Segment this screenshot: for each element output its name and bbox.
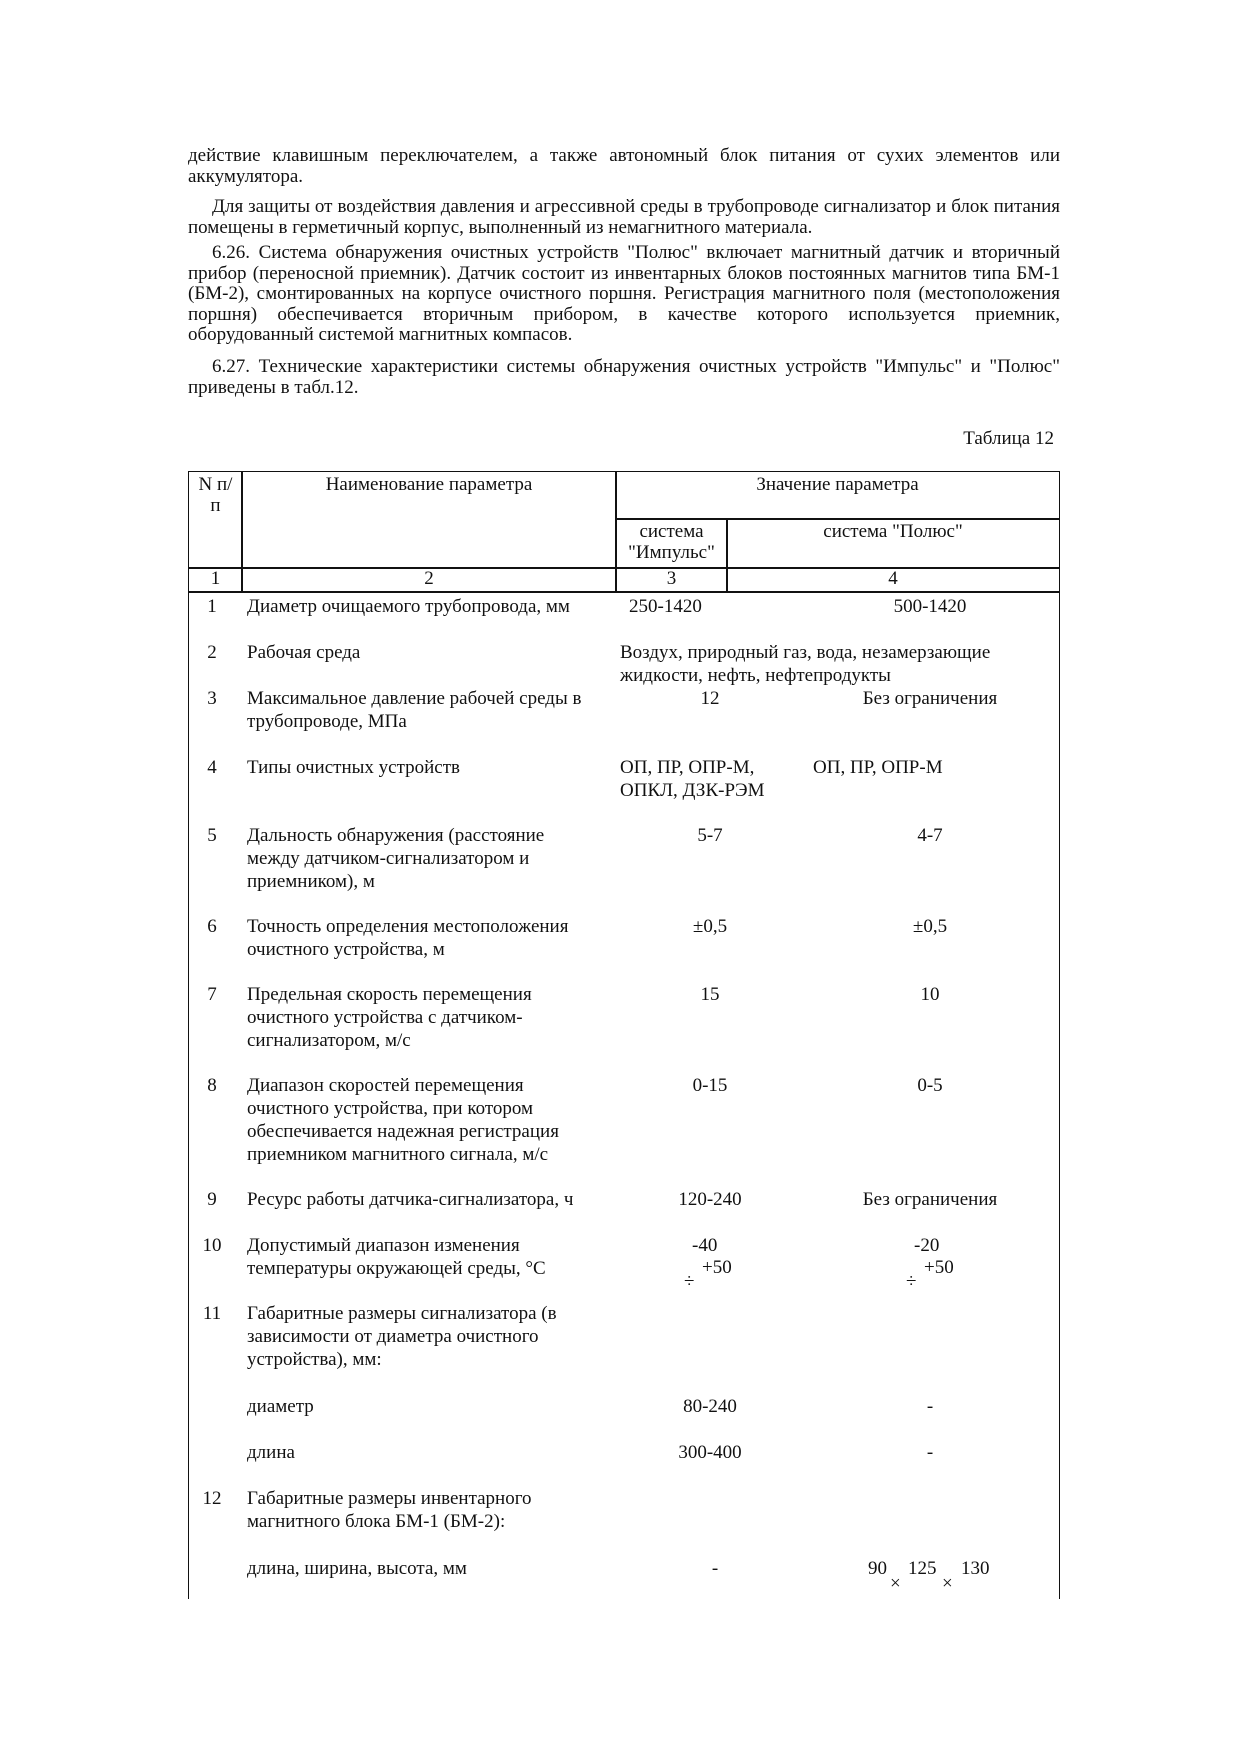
value-polus: Без ограничения xyxy=(862,688,998,709)
param-name: Предельная скорость перемещения очистного устройства с датчиком-сигнализатором, м/с xyxy=(247,984,532,1051)
paragraph-protection: Для защиты от воздействия давления и агрессивной среды в трубопроводе сигнализатор и блок питания помещены в герметичный корпус, выполненный из немагнитного материала. xyxy=(188,196,1060,238)
row-number: 7 xyxy=(207,984,217,1005)
header-name: Наименование параметра xyxy=(241,471,617,569)
header-num xyxy=(188,471,243,569)
value-impuls: 120-240 xyxy=(678,1189,742,1210)
header-impuls: система "Импульс" xyxy=(615,518,728,569)
param-name: Габаритные размеры инвентарного магнитного блока БМ-1 (БМ-2): xyxy=(247,1488,532,1532)
value-impuls: 0-15 xyxy=(692,1075,728,1096)
value-impuls: 250-1420 xyxy=(629,596,702,617)
row-number: 9 xyxy=(207,1189,217,1210)
row-number: 8 xyxy=(207,1075,217,1096)
row-number: 2 xyxy=(207,642,217,663)
division-range-icon: ÷ xyxy=(906,1271,917,1292)
param-name: Допустимый диапазон изменения температуры окружающей среды, °C xyxy=(247,1235,546,1279)
value-both-systems: Воздух, природный газ, вода, незамерзающие жидкости, нефть, нефтепродукты xyxy=(620,642,991,686)
dimension-length: 90 xyxy=(868,1558,887,1579)
value-polus: Без ограничения xyxy=(862,1189,998,1210)
param-name: Ресурс работы датчика-сигнализатора, ч xyxy=(247,1189,574,1210)
dimension-height: 130 xyxy=(961,1558,990,1579)
col-number-2: 2 xyxy=(241,567,617,593)
header-polus: система "Полюс" xyxy=(726,518,1060,569)
value-polus: 500-1420 xyxy=(893,596,967,617)
row-number: 5 xyxy=(207,825,217,846)
range-to: +50 xyxy=(702,1257,732,1278)
value-impuls: 15 xyxy=(700,984,720,1005)
range-from: -40 xyxy=(692,1235,718,1256)
param-name: Габаритные размеры сигнализатора (в зависимости от диаметра очистного устройства), мм: xyxy=(247,1303,557,1370)
row-number: 11 xyxy=(202,1303,222,1324)
param-name: Точность определения местоположения очистного устройства, м xyxy=(247,916,569,960)
division-range-icon: ÷ xyxy=(684,1271,695,1292)
param-name: длина xyxy=(247,1442,295,1463)
value-impuls: 80-240 xyxy=(683,1396,737,1417)
value-polus: 10 xyxy=(920,984,940,1005)
param-name: Дальность обнаружения (расстояние между датчиком-сигнализатором и приемником), м xyxy=(247,825,545,892)
value-polus: 0-5 xyxy=(917,1075,943,1096)
paragraph-6-26: 6.26. Система обнаружения очистных устройств "Полюс" включает магнитный датчик и вторичный прибор (переносной приемник). Датчик состоит из инвентарных блоков постоянных магнитов типа БМ-1 (БМ-2), смонтированных на корпусе очистного поршня. Регистрация магнитного поля (местоположения поршня) обеспечивается вторичным прибором, в качестве которого используется приемник, оборудованный системой магнитных компасов. xyxy=(188,242,1060,346)
row-number: 12 xyxy=(202,1488,222,1509)
paragraph-6-27: 6.27. Технические характеристики системы обнаружения очистных устройств "Импульс" и "Полюс" приведены в табл.12. xyxy=(188,356,1060,398)
value-polus: ±0,5 xyxy=(912,916,948,937)
paragraph-continuation: действие клавишным переключателем, а также автономный блок питания от сухих элементов или аккумулятора. xyxy=(188,145,1060,187)
value-impuls: ОП, ПР, ОПР-М, ОПКЛ, ДЗК-РЭМ xyxy=(620,757,765,801)
value-polus: 4-7 xyxy=(917,825,943,846)
row-number: 3 xyxy=(207,688,217,709)
range-from: -20 xyxy=(914,1235,940,1256)
value-impuls: 12 xyxy=(700,688,720,709)
value-polus: ОП, ПР, ОПР-М xyxy=(813,757,943,778)
times-icon: × xyxy=(890,1573,901,1594)
row-number: 6 xyxy=(207,916,217,937)
times-icon: × xyxy=(942,1573,953,1594)
row-number: 4 xyxy=(207,757,217,778)
header-num-label: N п/п xyxy=(198,474,233,516)
param-name: диаметр xyxy=(247,1396,314,1417)
value-impuls: 5-7 xyxy=(697,825,723,846)
row-number: 10 xyxy=(202,1235,222,1256)
value-impuls: - xyxy=(711,1558,719,1579)
param-name: Диаметр очищаемого трубопровода, мм xyxy=(247,596,570,617)
param-name: Рабочая среда xyxy=(247,642,361,663)
col-number-4: 4 xyxy=(726,567,1060,593)
col-number-3: 3 xyxy=(615,567,728,593)
value-polus: - xyxy=(926,1442,934,1463)
value-impuls: 300-400 xyxy=(678,1442,742,1463)
dimension-width: 125 xyxy=(908,1558,937,1579)
table-caption: Таблица 12 xyxy=(963,428,1054,449)
value-polus: - xyxy=(926,1396,934,1417)
range-to: +50 xyxy=(924,1257,954,1278)
param-name: Диапазон скоростей перемещения очистного устройства, при котором обеспечивается надежная регистрация приемником магнитного сигнала, м/с xyxy=(247,1075,559,1165)
row-number: 1 xyxy=(207,596,217,617)
param-name: длина, ширина, высота, мм xyxy=(247,1558,467,1579)
value-impuls: ±0,5 xyxy=(692,916,728,937)
param-name: Максимальное давление рабочей среды в трубопроводе, МПа xyxy=(247,688,582,732)
header-value: Значение параметра xyxy=(615,471,1060,520)
col-number-1: 1 xyxy=(188,567,243,593)
param-name: Типы очистных устройств xyxy=(247,757,460,778)
